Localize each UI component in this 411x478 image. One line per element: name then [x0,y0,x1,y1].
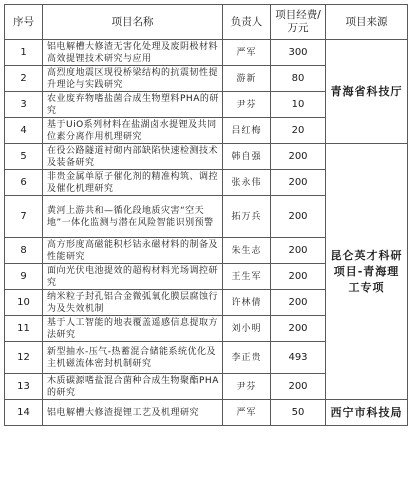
row-fund: 20 [271,118,326,144]
source-group-a: 青海省科技厅 [326,40,408,144]
table-row [5,40,408,66]
row-index: 5 [5,144,43,170]
row-person: 吕红梅 [223,118,271,144]
row-index: 10 [5,290,43,316]
row-person: 王生军 [223,264,271,290]
row-person: 张永伟 [223,170,271,196]
row-fund: 200 [271,196,326,238]
row-person: 严军 [223,40,271,66]
row-index: 8 [5,238,43,264]
row-name: 基于人工智能的地表覆盖遥感信息提取方法研究 [43,316,223,342]
table-row [5,144,408,170]
row-name: 面向光伏电池提效的超构材料光场调控研究 [43,264,223,290]
row-fund: 200 [271,316,326,342]
row-index: 12 [5,342,43,374]
table-row [5,400,408,426]
row-index: 1 [5,40,43,66]
row-fund: 50 [271,400,326,426]
row-person: 尹芬 [223,374,271,400]
project-table [4,4,408,426]
row-person: 许林倩 [223,290,271,316]
row-name: 纳米粒子封孔铝合金微弧氧化膜层腐蚀行为及失效机制 [43,290,223,316]
row-fund: 300 [271,40,326,66]
source-group-b: 昆仑英才科研项目-青海理工专项 [326,144,408,400]
row-index: 3 [5,92,43,118]
row-fund: 200 [271,144,326,170]
row-name: 木质碳源嗜盐混合菌种合成生物聚酯PHA的研究 [43,374,223,400]
row-fund: 200 [271,238,326,264]
header-source: 项目来源 [326,5,408,40]
header-name: 项目名称 [43,5,223,40]
row-index: 14 [5,400,43,426]
row-person: 韩自强 [223,144,271,170]
row-name: 新型抽水-压气-热蓄混合储能系统优化及主机磁流体密封机制研究 [43,342,223,374]
header-index: 序号 [5,5,43,40]
row-name: 铝电解槽大修渣无害化处理及废阴极材料高效提锂技术研究与应用 [43,40,223,66]
row-index: 11 [5,316,43,342]
row-fund: 200 [271,170,326,196]
row-person: 刘小明 [223,316,271,342]
row-fund: 200 [271,374,326,400]
row-person: 尹芬 [223,92,271,118]
row-index: 4 [5,118,43,144]
row-fund: 80 [271,66,326,92]
header-fund: 项目经费/万元 [271,5,326,40]
row-name: 农业废弃物嗜盐菌合成生物塑料PHA的研究 [43,92,223,118]
row-fund: 200 [271,290,326,316]
row-name: 铝电解槽大修渣提锂工艺及机理研究 [43,400,223,426]
row-fund: 10 [271,92,326,118]
row-name: 高方形度高磁能积杉钴永磁材料的制备及性能研究 [43,238,223,264]
header-person: 负责人 [223,5,271,40]
row-name: 黄河上游共和—循化段地质灾害“空天地”一体化监测与潜在风险智能识别预警 [43,196,223,238]
row-person: 朱生志 [223,238,271,264]
row-person: 严军 [223,400,271,426]
row-name: 基于UiO系列材料在盐湖卤水提锂及共同位素分离作用机理研究 [43,118,223,144]
row-name: 非贵金属单原子催化剂的精准构筑、调控及催化机理研究 [43,170,223,196]
row-name: 在役公路隧道衬砌内部缺陷快速检测技术及装备研究 [43,144,223,170]
row-index: 6 [5,170,43,196]
row-index: 13 [5,374,43,400]
row-person: 游新 [223,66,271,92]
row-index: 7 [5,196,43,238]
row-person: 李正贵 [223,342,271,374]
row-name: 高烈度地震区现役桥梁结构的抗震韧性提升理论与实践研究 [43,66,223,92]
row-person: 拓万兵 [223,196,271,238]
source-group-c: 西宁市科技局 [326,400,408,426]
row-index: 9 [5,264,43,290]
row-fund: 493 [271,342,326,374]
row-index: 2 [5,66,43,92]
table-header-row [5,5,408,40]
row-fund: 200 [271,264,326,290]
